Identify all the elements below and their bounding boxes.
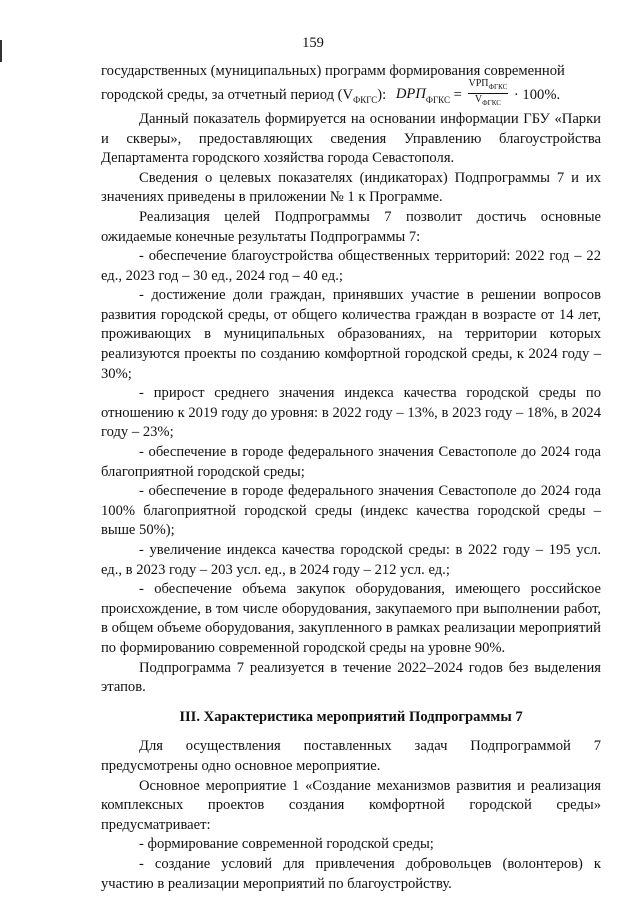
section-heading: III. Характеристика мероприятий Подпрограммы 7 — [179, 708, 523, 725]
activity-item: - формирование современной городской среды; — [139, 836, 434, 853]
formula-lhs: DРП — [395, 86, 426, 103]
denominator-text: V — [474, 93, 483, 105]
formula-denominator — [468, 94, 509, 109]
result-item: - прирост среднего значения индекса качества городской среды по отношению к 2019 году до уровня: в 2022 году – 13%, в 2023 году – 18%, в 2024 году – 23%; — [101, 385, 601, 441]
activity-item: - создание условий для привлечения добровольцев (волонтеров) к участию в реализации мероприятий по благоустройству. — [101, 855, 601, 892]
formula-lead-tail: ): — [377, 86, 387, 103]
page-number: 159 — [302, 35, 324, 51]
numerator-text: VРП — [468, 77, 489, 89]
result-item: - достижение доли граждан, принявших участие в решении вопросов развития городской среды, от общего количества граждан в возрасте от 14 лет, проживающих в муниципальных образованиях, на территории которых реализуются проекты по созданию комфортной городской среды, к 2024 году – 30%; — [101, 287, 601, 382]
result-item: - обеспечение в городе федерального значения Севастополе до 2024 года 100% благоприятной городской среды (индекс качества городской среды – выше 50%); — [101, 483, 601, 539]
formula-lhs-sub: ФГКС — [425, 94, 450, 105]
paragraph-data-source: Данный показатель формируется на основании информации ГБУ «Парки и скверы», предоставляющих сведения Управлению благоустройства Департамента городского хозяйства города Севастополя. — [101, 110, 601, 167]
formula-line — [101, 77, 601, 110]
numerator-sub: ФГКС — [488, 82, 508, 91]
paragraph-main-activity: Основное мероприятие 1 «Создание механизмов развития и реализация комплексных проектов создания комфортной городской среды» предусматривает: — [101, 777, 601, 833]
paragraph-indicators: Сведения о целевых показателях (индикаторах) Подпрограммы 7 и их значениях приведены в приложении № 1 к Программе. — [101, 169, 601, 206]
formula-tail: · 100%. — [513, 86, 561, 103]
formula-lead-sub: ФКГС — [353, 94, 378, 105]
formula-fraction — [468, 78, 509, 109]
formula-lead: городской среды, за отчетный период (V — [101, 86, 354, 103]
document-body — [101, 62, 601, 894]
result-item: - обеспечение благоустройства общественных территорий: 2022 год – 22 ед., 2023 год – 30 ед., 2024 год – 40 ед.; — [101, 248, 601, 284]
paragraph-period: Подпрограмма 7 реализуется в течение 2022–2024 годов без выделения этапов. — [101, 659, 601, 696]
paragraph-continuation: государственных (муниципальных) программ формирования современной — [101, 63, 565, 79]
paragraph-goals: Реализация целей Подпрограммы 7 позволит достичь основные ожидаемые конечные результаты Подпрограммы 7: — [101, 208, 601, 245]
result-item: - увеличение индекса качества городской среды: в 2022 году – 195 усл. ед., в 2023 году – 203 усл. ед., в 2024 году – 212 усл. ед.; — [101, 542, 601, 578]
formula-numerator — [468, 78, 509, 94]
result-item: - обеспечение в городе федерального значения Севастополе до 2024 года благоприятной городской среды; — [101, 444, 601, 480]
denominator-sub: ФГКС — [482, 98, 501, 107]
paragraph-tasks: Для осуществления поставленных задач Подпрограммой 7 предусмотрены одно основное мероприятие. — [101, 738, 601, 774]
result-item: - обеспечение объема закупок оборудования, имеющего российское происхождение, в том числе оборудования, закупаемого при выполнении работ, в общем объеме оборудования, закупленного в рамках реализации мероприятий по формированию современной городской среды на уровне 90%. — [101, 581, 601, 656]
formula-equals: = — [449, 86, 466, 103]
